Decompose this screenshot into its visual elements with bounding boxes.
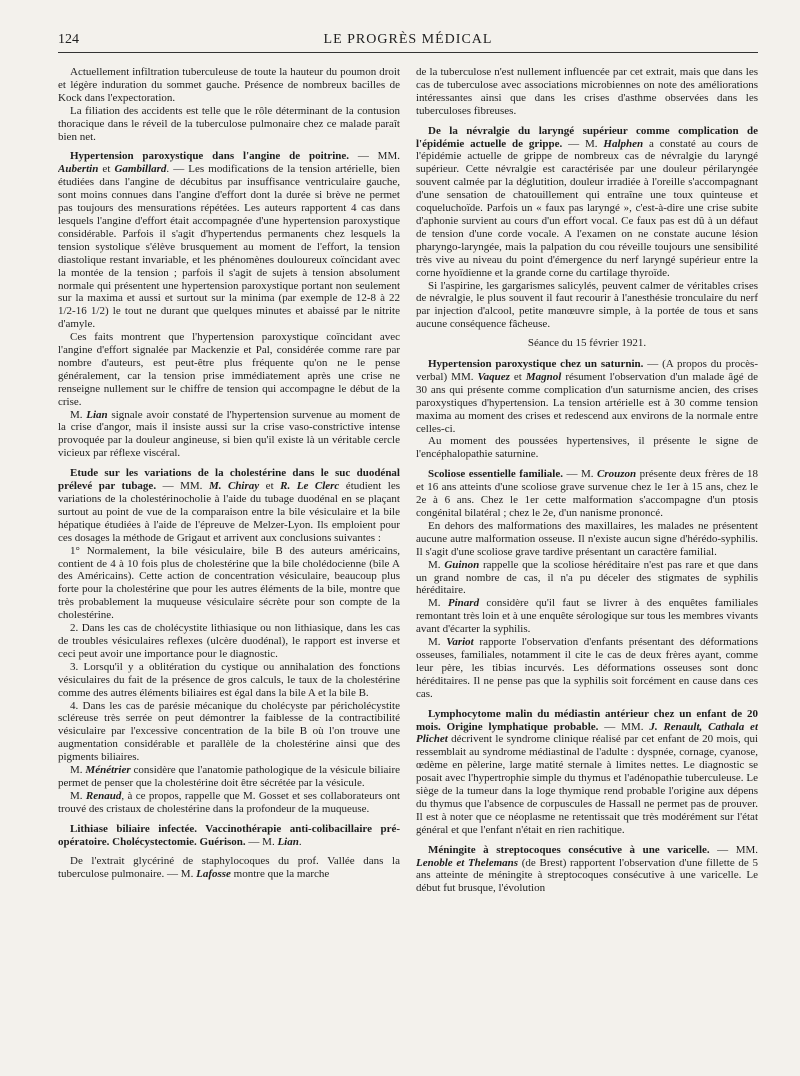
section-title: Lithiase biliaire infectée. Vaccinothérapie anti-colibacillaire pré-opératoire. Cholécystectomie. Guérison.	[58, 822, 400, 848]
section-lithiase: Lithiase biliaire infectée. Vaccinothérapie anti-colibacillaire pré-opératoire. Cholécystectomie. Guérison. — M. Lian.	[58, 822, 400, 848]
right-column	[416, 66, 758, 1066]
left-column	[58, 66, 400, 1066]
author-name: Magnol	[525, 370, 562, 383]
section-title: Scoliose essentielle familiale.	[428, 468, 563, 481]
author-name: Aubertin	[58, 163, 99, 176]
author-name: Vaquez	[477, 370, 510, 383]
section-angine: Hypertension paroxystique dans l'angine de poitrine. — MM. Aubertin et Gambillard. — Les modifications de la tension artérielle, bien étudiées dans l'angine de décubitus par insuffisance ventriculaire gauche, sont moins connues dans l'angine d'effort dont la durée si brève ne permet pas toujours des mensurations répétées. Les auteurs rapportent 4 cas dans lesquels l'angine d'effort était accompagnée d'une hypertension paroxystique considérable. Parfois il s'agit d'hypertendus permanents chez lesquels la tension systolique s'élève brusquement au moment de l'effort, la tension diastolique restant invariable, et les phénomènes douloureux coïncidant avec la montée de la tension ; parfois il s'agit de sujets à tension absolument normale qui présentent une hypertension paroxystique portant non seulement sur la maxima et aussi et surtout sur la minima (par exemple de 12-8 à 22 1/2-16 1/2) le tout ne durant que quelques minutes et abaissé par le nitrite d'amyle.	[58, 150, 400, 331]
section-meningite: Méningite à streptocoques consécutive à une varicelle. — MM. Lenoble et Thelemans (de Brest) rapportent l'observation d'une fillette de 5 ans atteinte de méningite à streptocoques consécutive à une varicelle. Le début fut brusque, l'évolution	[416, 843, 758, 895]
author-name: M. Chiray	[208, 480, 260, 493]
paragraph: M. Variot rapporte l'observation d'enfants présentant des déformations osseuses, familiales, notamment il cite le cas de deux frères ayant, comme leur père, les tibias incurvés. Les déformations osseuses sont donc héréditaires. Il ne pense pas que la syphilis soit forcément en cause dans ces cas.	[416, 636, 758, 700]
section-staphylocoques: De l'extrait glycériné de staphylocoques du prof. Vallée dans la tuberculose pulmonaire. — M. Lafosse montre que la marche	[58, 855, 400, 881]
paragraph: La filiation des accidents est telle que le rôle déterminant de la contusion thoracique dans le réveil de la tuberculose pulmonaire chez ce malade paraît bien net.	[58, 104, 400, 143]
paragraph: M. Lian signale avoir constaté de l'hypertension survenue au moment de la crise d'angor, mais il insiste aussi sur la crise vaso-constrictive intense provoquée par la douleur angineuse, si bien qu'il existe là un véritable cercle vicieux par réflexe viscéral.	[58, 408, 400, 460]
author-name: Gambillard	[114, 163, 167, 176]
author-name: Lenoble et Thelemans	[416, 856, 519, 869]
section-title: Hypertension paroxystique chez un saturnin.	[428, 358, 644, 371]
text-columns	[58, 66, 758, 1066]
section-title: Hypertension paroxystique dans l'angine de poitrine.	[70, 150, 349, 163]
paragraph: M. Ménétrier considère que l'anatomie pathologique de la vésicule biliaire permet de penser que la cholestérine doit être sécrétée par la vésicule.	[58, 764, 400, 789]
author-name: J. Renault, Cathala et Plichet	[416, 720, 758, 746]
section-saturnin: Hypertension paroxystique chez un saturnin. — (A propos du procès-verbal) MM. Vaquez et Magnol résument l'observation d'un malade âgé de 30 ans qui présente comme complication d'un saturnisme ancien, des crises paroxystiques d'hypertension. La tension artérielle est à 30 comme tension maxima au moment des crises et redescend aux environs de la normale entre celles-ci.	[416, 358, 758, 435]
section-title: Etude sur les variations de la cholestérine dans le suc duodénal prélevé par tubage.	[58, 467, 400, 493]
section-title: Lymphocytome malin du médiastin antérieur chez un enfant de 20 mois. Origine lymphatique probable.	[416, 707, 758, 733]
section-lymphocytome: Lymphocytome malin du médiastin antérieur chez un enfant de 20 mois. Origine lymphatique probable. — MM. J. Renault, Cathala et Plichet décrivent le syndrome clinique réalisé par cet enfant de 20 mois, qui ressemblait au syndrome médiastinal de l'adulte : dyspnée, cornage, cyanose, œdème en pèlerine, large matité sternale à limites nettes. Le diagnostic se posait avec l'hypertrophie simple du thymus et l'adénopathie tuberculeuse. Le siège de la tumeur dans la loge thymique rend probable l'origine aux dépens du thymus que l'absence de corpuscules de Hassall ne permet pas de prouver. Il est à noter que ce néoplasme ne retentissait que très modérément sur l'état général et que l'enfant n'était en rien rachitique.	[416, 707, 758, 836]
conclusion-2: 2. Dans les cas de cholécystite lithiasique ou non lithiasique, dans les cas de troubles vésiculaires reflexes (ulcère duodénal), le rapport est inverse et ceci peut avoir une importance pour le diagnostic.	[58, 622, 400, 660]
section-nevralgie: De la névralgie du laryngé supérieur comme complication de l'épidémie actuelle de grippe. — M. Halphen a constaté au cours de l'épidémie actuelle de grippe de nombreux cas de névralgie du laryngé supérieur. Cette névralgie est caractérisée par une douleur périlaryngée souvent calmée par la déglutition, douleur irradiée à l'oreille s'accompagnant d'une sensation de chatouillement qui entraîne une toux quinteuse et coqueluchoïde. Parfois un « faux pas laryngé », c'est-à-dire une crise subite d'aphonie survient au cours d'un effort vocal. Ce faux pas est dû à un défaut de tension d'une corde vocale. A l'examen on ne constate aucune lésion pharyngo-laryngée, mais la palpation du cou réveille toujours une sensibilité très vive au niveau du point d'émergence du nerf laryngé supérieur entre la corne hyoïdienne et la grande corne du cartilage thyroïde.	[416, 124, 758, 279]
paragraph: Actuellement infiltration tuberculeuse de toute la hauteur du poumon droit et légère induration du sommet gauche. Présence de nombreux bacilles de Kock dans l'expectoration.	[58, 66, 400, 104]
author-name: Halphen	[603, 137, 644, 150]
section-title: Méningite à streptocoques consécutive à une varicelle.	[428, 843, 710, 856]
paragraph: Ces faits montrent que l'hypertension paroxystique coïncidant avec l'angine d'effort signalée par Mackenzie et Pal, considérée comme rare par nombre d'auteurs, est peut-être plus fréquente qu'on ne le pense généralement, car la tension prise immédiatement après une crise ne renseigne nullement sur le chiffre de tension qui accompagne le début de la crise.	[58, 331, 400, 408]
journal-title: LE PROGRÈS MÉDICAL	[323, 32, 493, 47]
author-name: Renaud	[85, 789, 122, 802]
section-scoliose: Scoliose essentielle familiale. — M. Crouzon présente deux frères de 18 et 16 ans atteints d'une scoliose grave survenue chez le 1er à 15 ans, chez le 2e à 6 ans. Chez le 1er cette malformation s'accompagne d'un ptosis congénital bilatéral ; chez le 2e, d'un nanisme prononcé.	[416, 468, 758, 519]
section-title: De la névralgie du laryngé supérieur comme complication de l'épidémie actuelle de grippe.	[416, 124, 758, 150]
paragraph: Au moment des poussées hypertensives, il présente le signe de l'encéphalopathie saturnine.	[416, 435, 758, 461]
conclusion-4: 4. Dans les cas de parésie mécanique du cholécyste par péricholécystite scléreuse très serrée on peut démontrer la faiblesse de la contractibilité vésiculaire par l'excessive concentration de la bile B où l'on trouve une augmentation considérable et parallèle de la cholestérine ainsi que des pigments biliaires.	[58, 699, 400, 764]
author-name: Lian	[86, 408, 108, 421]
paragraph: Si l'aspirine, les gargarismes salicylés, peuvent calmer de véritables crises de névralgie, le plus souvent il faut recourir à l'anesthésie tronculaire du nerf par injection d'alcool, petite manœuvre simple, à la portée de tous et sans aucune conséquence fâcheuse.	[416, 279, 758, 331]
paragraph: M. Guinon rappelle que la scoliose héréditaire n'est pas rare et que dans un grand nombre de cas, il n'a pu déceler des stigmates de syphilis héréditaire.	[416, 558, 758, 597]
page-header	[58, 30, 758, 53]
section-cholesterine: Etude sur les variations de la cholestérine dans le suc duodénal prélevé par tubage. — MM. M. Chiray et R. Le Clerc étudient les variations de la cholestérinocholie à l'aide du tubage duodénal en se plaçant surtout au point de vue de la comparaison entre la bile vésiculaire et la bile hépatique étudiées à l'aide de l'épreuve de Melzer-Lyon. Ils emploient pour ces dosages la méthode de Grigaut et arrivent aux conclusions suivantes :	[58, 467, 400, 544]
author-name: Ménétrier	[85, 764, 131, 777]
author-name: R. Le Clerc	[280, 480, 340, 493]
paragraph: M. Renaud, à ce propos, rappelle que M. Gosset et ses collaborateurs ont trouvé des cristaux de cholestérine dans la profondeur de la muqueuse.	[58, 789, 400, 815]
author-name: Pinard	[447, 597, 480, 610]
author-name: Guinon	[444, 558, 480, 571]
conclusion-3: 3. Lorsqu'il y a oblitération du cystique ou annihalation des fonctions vésiculaires du fait de la présence de gros calculs, le taux de la cholestérine comme des autres éléments biliaires est égal dans la bile A et la bile B.	[58, 660, 400, 699]
author-name: Lafosse	[196, 868, 231, 881]
author-name: Lian	[277, 835, 299, 848]
page-number: 124	[58, 32, 79, 47]
author-name: Variot	[446, 636, 474, 649]
paragraph: En dehors des malformations des maxillaires, les malades ne présentent aucune autre malformation osseuse. Il n'existe aucun signe d'hérédo-syphilis. Il s'agit d'une scoliose grave tardive présentant un caractère familial.	[416, 519, 758, 558]
author-name: Crouzon	[596, 468, 637, 481]
conclusion-1: 1° Normalement, la bile vésiculaire, bile B des auteurs américains, contient de 4 à 10 fois plus de cholestérine que la bile cholédocienne (bile A des Américains). Cette action de concentration vésiculaire, beaucoup plus forte pour la cholestérine que pour les autres éléments de la bile, montre que très probablement la muqueuse vésiculaire sécrète pour son compte de la cholestérine.	[58, 544, 400, 622]
paragraph: M. Pinard considère qu'il faut se livrer à des enquêtes familiales remontant très loin et à une enquête sérologique sur tous les membres vivants avant d'écarter la syphilis.	[416, 597, 758, 636]
paragraph: de la tuberculose n'est nullement influencée par cet extrait, mais que dans les cas de tuberculose avec associations microbiennes on note des améliorations intéressantes ainsi que dans les crises d'asthme observées dans les tuberculoses fibreuses.	[416, 66, 758, 117]
seance-heading: Séance du 15 février 1921.	[527, 337, 647, 350]
